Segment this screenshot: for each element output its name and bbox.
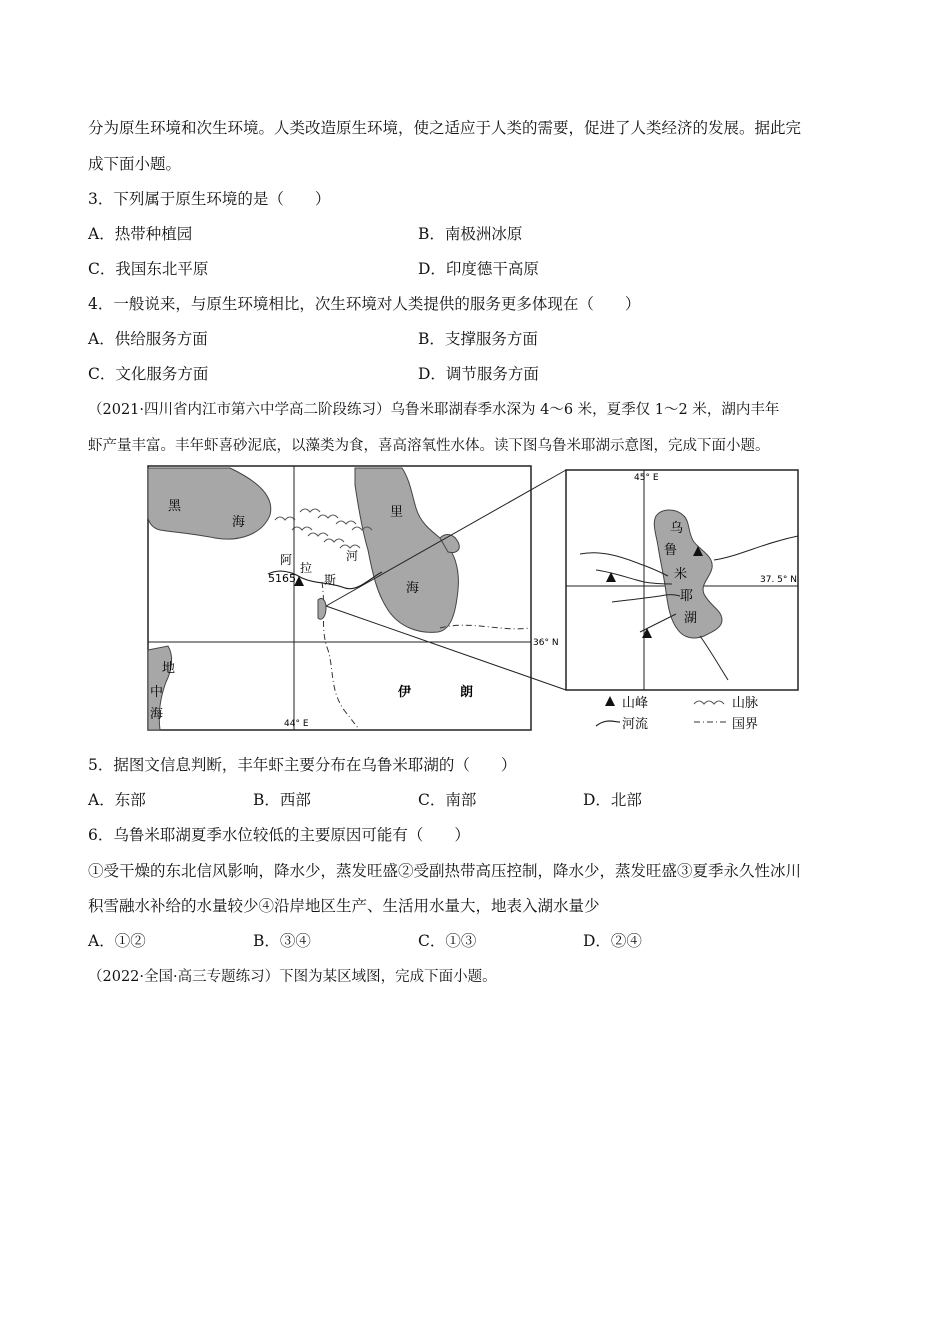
med-label-3: 海 — [150, 707, 164, 722]
q5-option-b[interactable]: B．西部 — [253, 791, 311, 809]
q3-option-d[interactable]: D．印度德干高原 — [418, 260, 539, 278]
legend-mountain-icon — [694, 701, 724, 704]
intro-line-1: 分为原生环境和次生环境。人类改造原生环境，使之适应于人类的需要，促进了人类经济的发展。据此完 — [88, 119, 802, 137]
lake-label-2: 鲁 — [664, 543, 678, 558]
q3-option-a[interactable]: A．热带种植园 — [88, 225, 193, 243]
lake-label-5: 湖 — [684, 611, 698, 626]
q3-option-c[interactable]: C．我国东北平原 — [88, 260, 209, 278]
legend-border-label: 国界 — [732, 717, 759, 732]
aras-label-2: 拉 — [300, 561, 313, 575]
lake-label-4: 耶 — [680, 589, 694, 604]
legend-mountain-label: 山脉 — [732, 696, 759, 711]
intro-line-2: 成下面小题。 — [88, 155, 182, 173]
black-sea-label-1: 黑 — [168, 499, 182, 514]
caspian-label-1: 里 — [390, 505, 404, 520]
passage2-line-1: （2021·四川省内江市第六中学高二阶段练习）乌鲁米耶湖春季水深为 4～6 米，夏季仅 1～2 米，湖内丰年 — [88, 402, 780, 418]
med-label-1: 地 — [162, 661, 176, 676]
aras-label-4: 河 — [346, 549, 359, 563]
aras-label-3: 斯 — [324, 573, 337, 587]
question-4-stem: 4．一般说来，与原生环境相比，次生环境对人类提供的服务更多体现在（ ） — [88, 295, 641, 313]
passage2-line-2: 虾产量丰富。丰年虾喜砂泥底，以藻类为食，喜高溶氧性水体。读下图乌鲁米耶湖示意图，完成下面小题。 — [88, 438, 770, 454]
question-6-stem: 6．乌鲁米耶湖夏季水位较低的主要原因可能有（ ） — [88, 826, 470, 844]
q6-option-c[interactable]: C．①③ — [418, 932, 477, 950]
q6-option-d[interactable]: D．②④ — [583, 932, 642, 950]
lake-label-3: 米 — [674, 567, 688, 582]
legend-peak-label: 山峰 — [622, 696, 649, 711]
question-3-stem: 3．下列属于原生环境的是（ ） — [88, 190, 331, 208]
urmia-lake-map — [0, 460, 950, 740]
iran-label-2: 朗 — [460, 685, 474, 700]
q6-statements-line-2: 积雪融水补给的水量较少④沿岸地区生产、生活用水量大，地表入湖水量少 — [88, 897, 600, 915]
inset-lat-label: 37. 5° N — [760, 575, 797, 585]
passage3-line: （2022·全国·高三专题练习）下图为某区域图，完成下面小题。 — [88, 969, 497, 985]
urmia-small-shape — [318, 598, 326, 619]
med-label-2: 中 — [150, 685, 164, 700]
q4-option-b[interactable]: B．支撑服务方面 — [418, 330, 538, 348]
q6-option-a[interactable]: A．①② — [88, 932, 146, 950]
iran-label-1: 伊 — [398, 685, 412, 700]
lon-44-label: 44° E — [284, 719, 309, 729]
legend-river-label: 河流 — [622, 717, 649, 732]
black-sea-label-2: 海 — [232, 515, 246, 530]
inset-lon-label: 45° E — [634, 473, 659, 483]
q4-option-c[interactable]: C．文化服务方面 — [88, 365, 209, 383]
q5-option-c[interactable]: C．南部 — [418, 791, 477, 809]
aras-label-1: 阿 — [280, 553, 293, 567]
peak-elevation: 5165 — [268, 572, 296, 585]
lat-36-label: 36° N — [533, 638, 559, 648]
lake-label-1: 乌 — [670, 521, 684, 536]
q5-option-d[interactable]: D．北部 — [583, 791, 642, 809]
q6-option-b[interactable]: B．③④ — [253, 932, 311, 950]
q4-option-a[interactable]: A．供给服务方面 — [88, 330, 208, 348]
caspian-label-2: 海 — [406, 581, 420, 596]
q6-statements-line-1: ①受干燥的东北信风影响，降水少，蒸发旺盛②受副热带高压控制，降水少，蒸发旺盛③夏季永久性冰川 — [88, 862, 802, 880]
question-5-stem: 5．据图文信息判断，丰年虾主要分布在乌鲁米耶湖的（ ） — [88, 756, 517, 774]
q5-option-a[interactable]: A．东部 — [88, 791, 146, 809]
legend-peak-icon — [605, 696, 615, 706]
legend-river-icon — [596, 721, 620, 726]
q4-option-d[interactable]: D．调节服务方面 — [418, 365, 539, 383]
q3-option-b[interactable]: B．南极洲冰原 — [418, 225, 523, 243]
